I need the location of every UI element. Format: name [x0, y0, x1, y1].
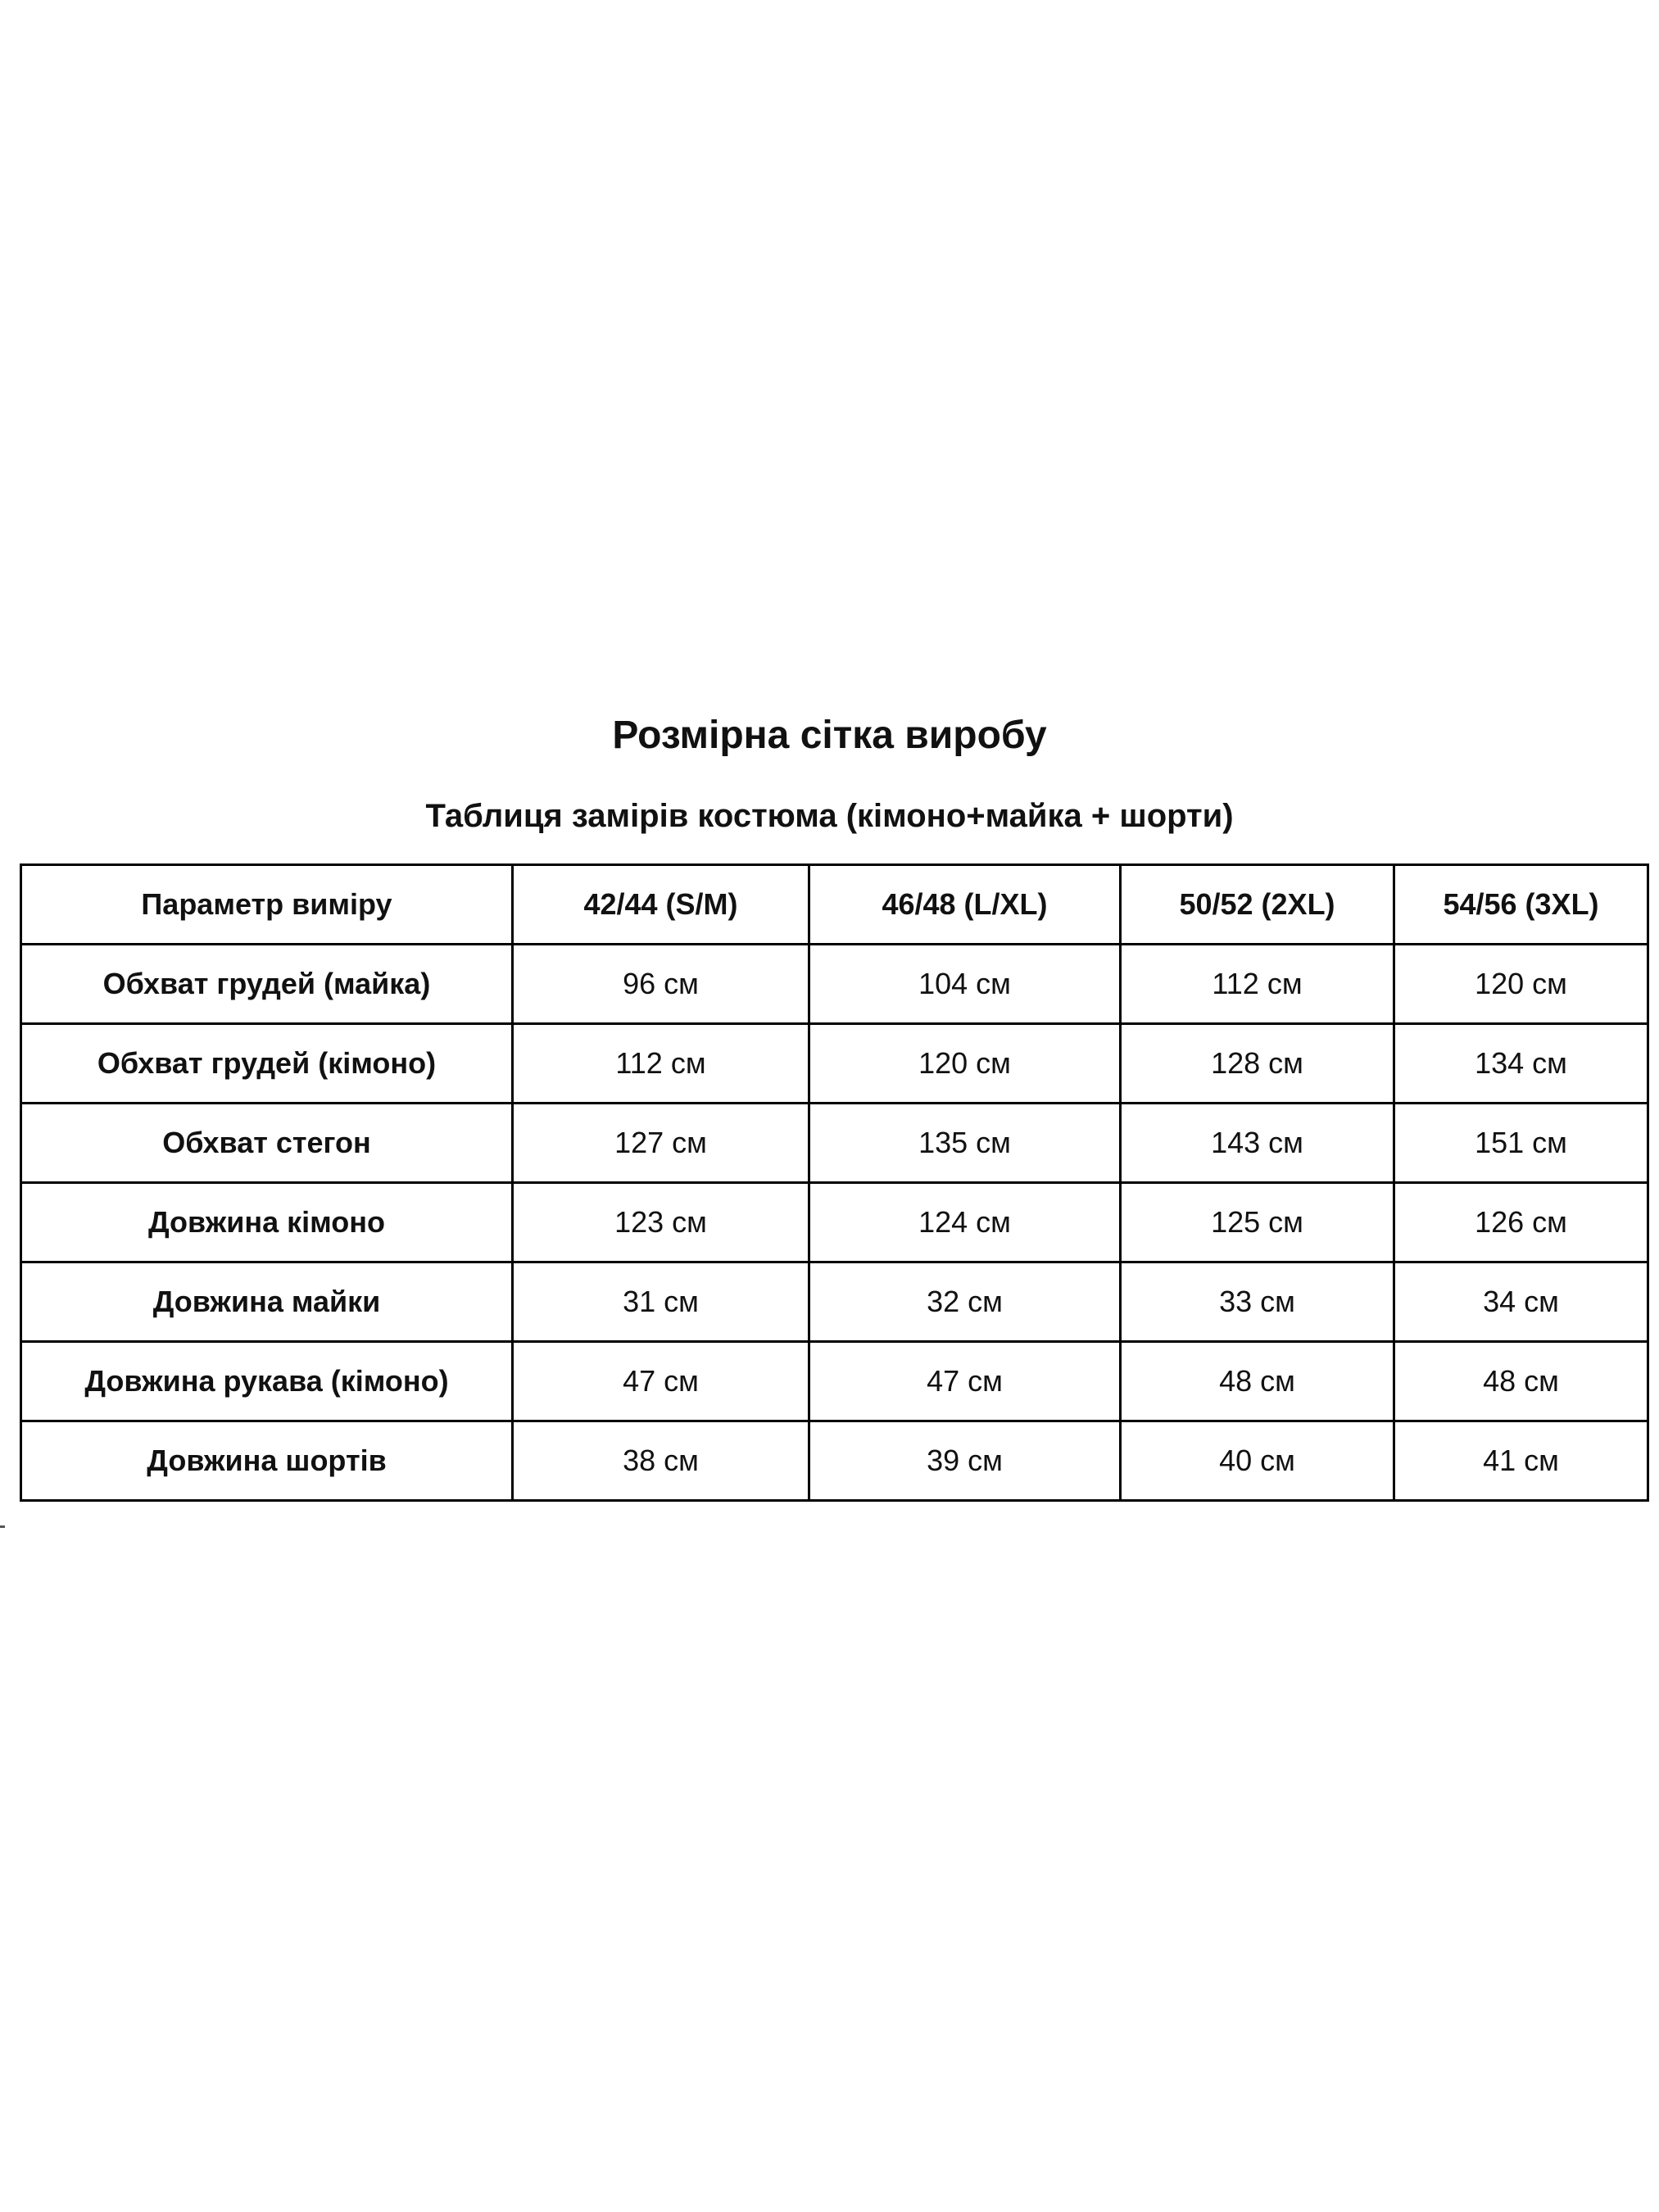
size-chart-table [20, 863, 1649, 1502]
table-cell: 31 см [513, 1262, 809, 1342]
table-row [21, 945, 1648, 1024]
table-cell: 47 см [513, 1342, 809, 1421]
table-cell: 38 см [513, 1421, 809, 1501]
header-parameter: Параметр виміру [21, 865, 513, 945]
table-cell: 120 см [809, 1024, 1121, 1104]
table-row [21, 1262, 1648, 1342]
row-label: Обхват грудей (майка) [21, 945, 513, 1024]
table-cell: 112 см [513, 1024, 809, 1104]
table-cell: 128 см [1121, 1024, 1394, 1104]
table-cell: 48 см [1394, 1342, 1648, 1421]
table-cell: 124 см [809, 1183, 1121, 1262]
table-row [21, 1104, 1648, 1183]
row-label: Довжина рукава (кімоно) [21, 1342, 513, 1421]
table-cell: 134 см [1394, 1024, 1648, 1104]
row-label: Довжина майки [21, 1262, 513, 1342]
table-cell: 135 см [809, 1104, 1121, 1183]
row-label: Обхват грудей (кімоно) [21, 1024, 513, 1104]
table-cell: 32 см [809, 1262, 1121, 1342]
table-cell: 40 см [1121, 1421, 1394, 1501]
table-cell: 47 см [809, 1342, 1121, 1421]
table-cell: 143 см [1121, 1104, 1394, 1183]
table-cell: 48 см [1121, 1342, 1394, 1421]
page-title: Розмірна сітка виробу [612, 714, 1047, 757]
table-cell: 33 см [1121, 1262, 1394, 1342]
row-label: Довжина кімоно [21, 1183, 513, 1262]
table-cell: 104 см [809, 945, 1121, 1024]
table-cell: 126 см [1394, 1183, 1648, 1262]
table-cell: 127 см [513, 1104, 809, 1183]
row-label: Обхват стегон [21, 1104, 513, 1183]
table-row [21, 1421, 1648, 1501]
table-cell: 120 см [1394, 945, 1648, 1024]
header-size-l-xl: 46/48 (L/XL) [809, 865, 1121, 945]
table-header-row [21, 865, 1648, 945]
table-cell: 41 см [1394, 1421, 1648, 1501]
edge-mark [0, 1525, 5, 1528]
table-cell: 123 см [513, 1183, 809, 1262]
table-subtitle: Таблиця замірів костюма (кімоно+майка + шорти) [425, 798, 1234, 834]
table-row [21, 1342, 1648, 1421]
table-cell: 34 см [1394, 1262, 1648, 1342]
table-row [21, 1024, 1648, 1104]
table-row [21, 1183, 1648, 1262]
table-cell: 125 см [1121, 1183, 1394, 1262]
table-cell: 112 см [1121, 945, 1394, 1024]
table-cell: 96 см [513, 945, 809, 1024]
header-size-s-m: 42/44 (S/M) [513, 865, 809, 945]
header-size-2xl: 50/52 (2XL) [1121, 865, 1394, 945]
row-label: Довжина шортів [21, 1421, 513, 1501]
table-cell: 39 см [809, 1421, 1121, 1501]
table-cell: 151 см [1394, 1104, 1648, 1183]
header-size-3xl: 54/56 (3XL) [1394, 865, 1648, 945]
